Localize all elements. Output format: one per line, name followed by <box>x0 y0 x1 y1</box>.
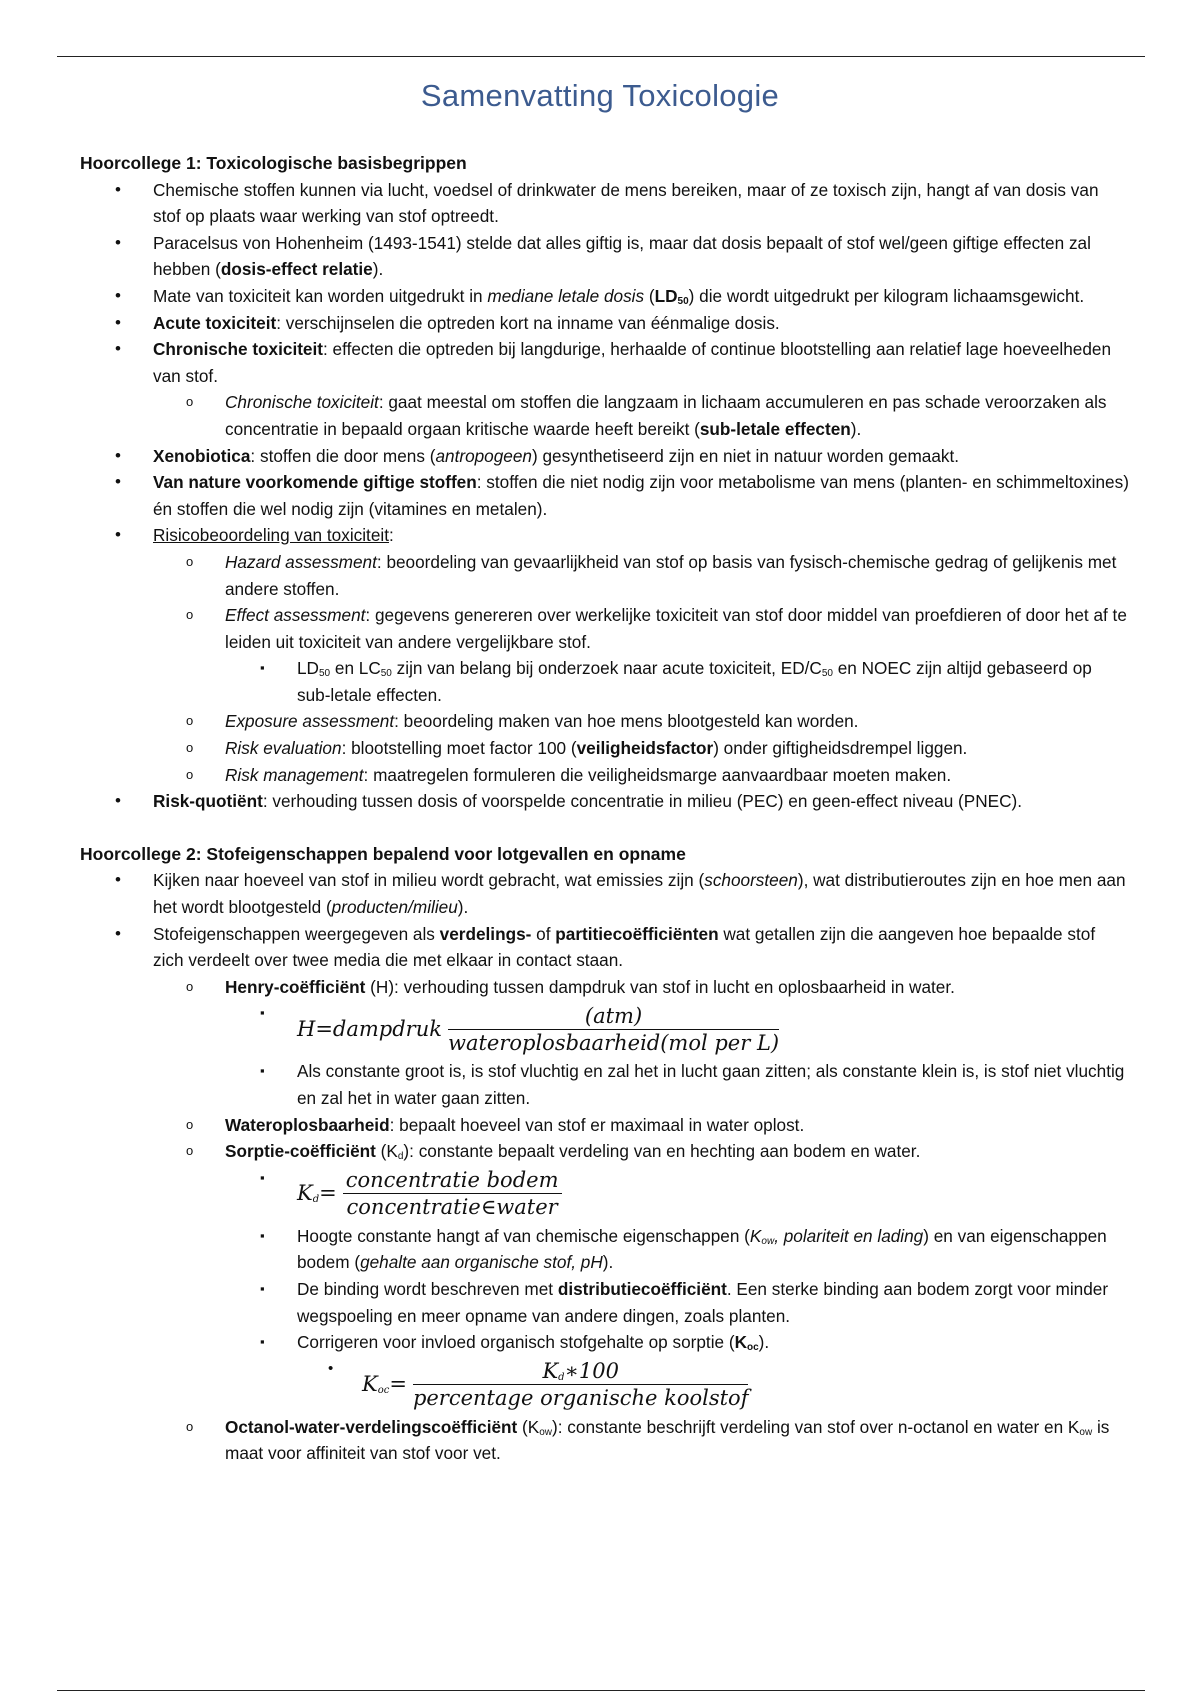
sub-list-item: o Risk management: maatregelen formuleren die veiligheidsmarge aanvaardbaar moeten maken. <box>153 762 1130 789</box>
list-item: • Chemische stoffen kunnen via lucht, voedsel of drinkwater de mens bereiken, maar of ze toxisch zijn, hangt af van dosis van stof op plaats waar werking van stof optreedt. <box>80 177 1130 230</box>
sub-list-item: o Henry-coëfficiënt (H): verhouding tussen dampdruk van stof in lucht en oplosbaarheid in water. ▪ H=dampdruk $\frac{\text{(atm)}}{\text{wateroplosbaarheid(mol per L)}}$ ▪ Als constante groot is, is stof vluchtig en zal het in lucht gaan zitten; als constante klein is, is stof niet vluchtig en zal het in water gaan zitten. <box>153 974 1130 1112</box>
sublist <box>225 389 1130 442</box>
list-item: • Risicobeoordeling van toxiciteit: o Hazard assessment: beoordeling van gevaarlijkheid van stof op basis van fysisch-chemische gedrag of gelijkenis met andere stoffen. o Effect assessment: gegevens genereren over werkelijke toxiciteit van stof door middel van proefdieren of door het af te leiden uit toxiciteit van andere vergelijkbare stof. ▪ $LD_{50}$ en $LC_{50}$ zijn van belang bij onderzoek naar acute toxiciteit, $ED/C_{50}$ en NOEC zijn altijd gebaseerd op sub-letale effecten. o Exposure assessment: beoordeling maken van hoe mens blootgesteld kan worden. o Risk evaluation: blootstelling moet factor 100 (veiligheidsfactor) onder giftigheidsdrempel liggen. o Risk management: maatregelen formuleren die veiligheidsmarge aanvaardbaar moeten maken. <box>80 522 1130 788</box>
top-rule <box>57 56 1145 57</box>
sub-sub-list-item: ▪ Corrigeren voor invloed organisch stofgehalte op sorptie $(K_{oc})$. • $K_{oc}=$ $\frac{K_d∗100}{\text{percentage organische koolstof}}$ <box>225 1329 1130 1414</box>
sub-list-item: o Effect assessment: gegevens genereren over werkelijke toxiciteit van stof door middel van proefdieren of door het af te leiden uit toxiciteit van andere vergelijkbare stof. ▪ $LD_{50}$ en $LC_{50}$ zijn van belang bij onderzoek naar acute toxiciteit, $ED/C_{50}$ en NOEC zijn altijd gebaseerd op sub-letale effecten. <box>153 602 1130 708</box>
sub-sub-list-item: ▪ Als constante groot is, is stof vluchtig en zal het in lucht gaan zitten; als constante klein is, is stof niet vluchtig en zal het in water gaan zitten. <box>225 1058 1130 1111</box>
hc2-list <box>80 867 1130 1467</box>
list-item: • Chronische toxiciteit: effecten die optreden bij langdurige, herhaalde of continue blootstelling aan relatief lage hoeveelheden van stof. o Chronische toxiciteit: gaat meestal om stoffen die langzaam in lichaam accumuleren en pas schade veroorzaken als concentratie in bepaald orgaan kritische waarde heeft bereikt (sub-letale effecten). <box>80 336 1130 442</box>
sub-list-item: o Octanol-water-verdelingscoëfficiënt $(K_{ow})$: constante beschrijft verdeling van stof over n-octanol en water en $K_{ow}$ is maat voor affiniteit van stof voor vet. <box>153 1414 1130 1467</box>
document-body <box>80 150 1130 1467</box>
formula-koc: • $K_{oc}=$ $\frac{K_d∗100}{\text{percentage organische koolstof}}$ <box>225 1356 1130 1414</box>
sub-sublist <box>225 1165 1130 1414</box>
sub-list-item: o Risk evaluation: blootstelling moet factor 100 (veiligheidsfactor) onder giftigheidsdrempel liggen. <box>153 735 1130 762</box>
sub-sub-list-item: ▪ De binding wordt beschreven met distributiecoëfficiënt. Een sterke binding aan bodem zorgt voor minder wegspoeling en meer opname van andere dingen, zoals planten. <box>225 1276 1130 1329</box>
list-item: • Xenobiotica: stoffen die door mens (antropogeen) gesynthetiseerd zijn en niet in natuur worden gemaakt. <box>80 443 1130 470</box>
sub-sublist <box>225 1000 1130 1111</box>
hc1-list <box>80 177 1130 815</box>
bottom-rule <box>57 1690 1145 1691</box>
list-item: • Mate van toxiciteit kan worden uitgedrukt in mediane letale dosis $(LD_{50})$ die wordt uitgedrukt per kilogram lichaamsgewicht. <box>80 283 1130 310</box>
sublist <box>225 974 1130 1467</box>
formula-henry: ▪ H=dampdruk $\frac{\text{(atm)}}{\text{wateroplosbaarheid(mol per L)}}$ <box>225 1000 1130 1058</box>
list-item: • Paracelsus von Hohenheim (1493-1541) stelde dat alles giftig is, maar dat dosis bepaalt of stof wel/geen giftige effecten zal hebben (dosis-effect relatie). <box>80 230 1130 283</box>
section-heading-hc2: Hoorcollege 2: Stofeigenschappen bepalend voor lotgevallen en opname <box>80 843 686 864</box>
list-item: • Van nature voorkomende giftige stoffen: stoffen die niet nodig zijn voor metabolisme van mens (planten- en schimmeltoxines) én stoffen die wel nodig zijn (vitamines en metalen). <box>80 469 1130 522</box>
document-title: Samenvatting Toxicologie <box>420 78 780 113</box>
list-item: • Stofeigenschappen weergegeven als verdelings- of partitiecoëfficiënten wat getallen zijn die aangeven hoe bepaalde stof zich verdeelt over twee media die met elkaar in contact staan. o Henry-coëfficiënt (H): verhouding tussen dampdruk van stof in lucht en oplosbaarheid in water. ▪ H=dampdruk $\frac{\text{(atm)}}{\text{wateroplosbaarheid(mol per L)}}$ ▪ Als constante groot is, is stof vluchtig en zal het in lucht gaan zitten; als constante klein is, is stof niet vluchtig en zal het in water gaan zitten. o Wateroplosbaarheid: bepaalt hoeveel van stof er maximaal in water oplost. o Sorptie-coëfficiënt $(K_d)$: constante bepaalt verdeling van en hechting aan bodem en water. ▪ $K_d=$ $\frac{\text{concentratie bodem}}{\text{concentratie∈water}}$ ▪ Hoogte constante hangt af van chemische eigenschappen ($K_{ow}$, polariteit en lading) en van eigenschappen bodem (gehalte aan organische stof, pH). ▪ De binding wordt beschreven met distributiecoëfficiënt. Een sterke binding aan bodem zorgt voor minder wegspoeling en meer opname van andere dingen, zoals planten. ▪ Corrigeren voor invloed organisch stofgehalte op sorptie $(K_{oc})$. • $K_{oc}=$ $\frac{K_d∗100}{\text{percentage organische koolstof}}$ o Octanol-water-verdelingscoëfficiënt $(K_{ow})$: constante beschrijft verdeling van stof over n-octanol en water en $K_{ow}$ is maat voor affiniteit van stof voor vet. <box>80 921 1130 1467</box>
sub-sub-list-item: ▪ Hoogte constante hangt af van chemische eigenschappen ($K_{ow}$, polariteit en lading) en van eigenschappen bodem (gehalte aan organische stof, pH). <box>225 1223 1130 1276</box>
sub-list-item: o Sorptie-coëfficiënt $(K_d)$: constante bepaalt verdeling van en hechting aan bodem en water. ▪ $K_d=$ $\frac{\text{concentratie bodem}}{\text{concentratie∈water}}$ ▪ Hoogte constante hangt af van chemische eigenschappen ($K_{ow}$, polariteit en lading) en van eigenschappen bodem (gehalte aan organische stof, pH). ▪ De binding wordt beschreven met distributiecoëfficiënt. Een sterke binding aan bodem zorgt voor minder wegspoeling en meer opname van andere dingen, zoals planten. ▪ Corrigeren voor invloed organisch stofgehalte op sorptie $(K_{oc})$. • $K_{oc}=$ $\frac{K_d∗100}{\text{percentage organische koolstof}}$ <box>153 1138 1130 1414</box>
section-heading-hc1: Hoorcollege 1: Toxicologische basisbegrippen <box>80 153 467 173</box>
sub-sub-list-item: ▪ $LD_{50}$ en $LC_{50}$ zijn van belang bij onderzoek naar acute toxiciteit, $ED/C_{50}$ en NOEC zijn altijd gebaseerd op sub-letale effecten. <box>225 655 1130 708</box>
list-item: • Kijken naar hoeveel van stof in milieu wordt gebracht, wat emissies zijn (schoorsteen), wat distributieroutes zijn en hoe men aan het wordt blootgesteld (producten/milieu). <box>80 867 1130 920</box>
section-gap <box>80 815 1130 841</box>
list-item: • Risk-quotiënt: verhouding tussen dosis of voorspelde concentratie in milieu (PEC) en geen-effect niveau (PNEC). <box>80 788 1130 815</box>
formula-list <box>225 1356 1130 1414</box>
sub-list-item: o Wateroplosbaarheid: bepaalt hoeveel van stof er maximaal in water oplost. <box>153 1112 1130 1139</box>
sub-list-item: o Chronische toxiciteit: gaat meestal om stoffen die langzaam in lichaam accumuleren en pas schade veroorzaken als concentratie in bepaald orgaan kritische waarde heeft bereikt (sub-letale effecten). <box>153 389 1130 442</box>
sub-list-item: o Hazard assessment: beoordeling van gevaarlijkheid van stof op basis van fysisch-chemische gedrag of gelijkenis met andere stoffen. <box>153 549 1130 602</box>
sub-sublist <box>225 655 1130 708</box>
sublist <box>225 549 1130 788</box>
sub-list-item: o Exposure assessment: beoordeling maken van hoe mens blootgesteld kan worden. <box>153 708 1130 735</box>
list-item: • Acute toxiciteit: verschijnselen die optreden kort na inname van éénmalige dosis. <box>80 310 1130 337</box>
formula-kd: ▪ $K_d=$ $\frac{\text{concentratie bodem}}{\text{concentratie∈water}}$ <box>225 1165 1130 1223</box>
